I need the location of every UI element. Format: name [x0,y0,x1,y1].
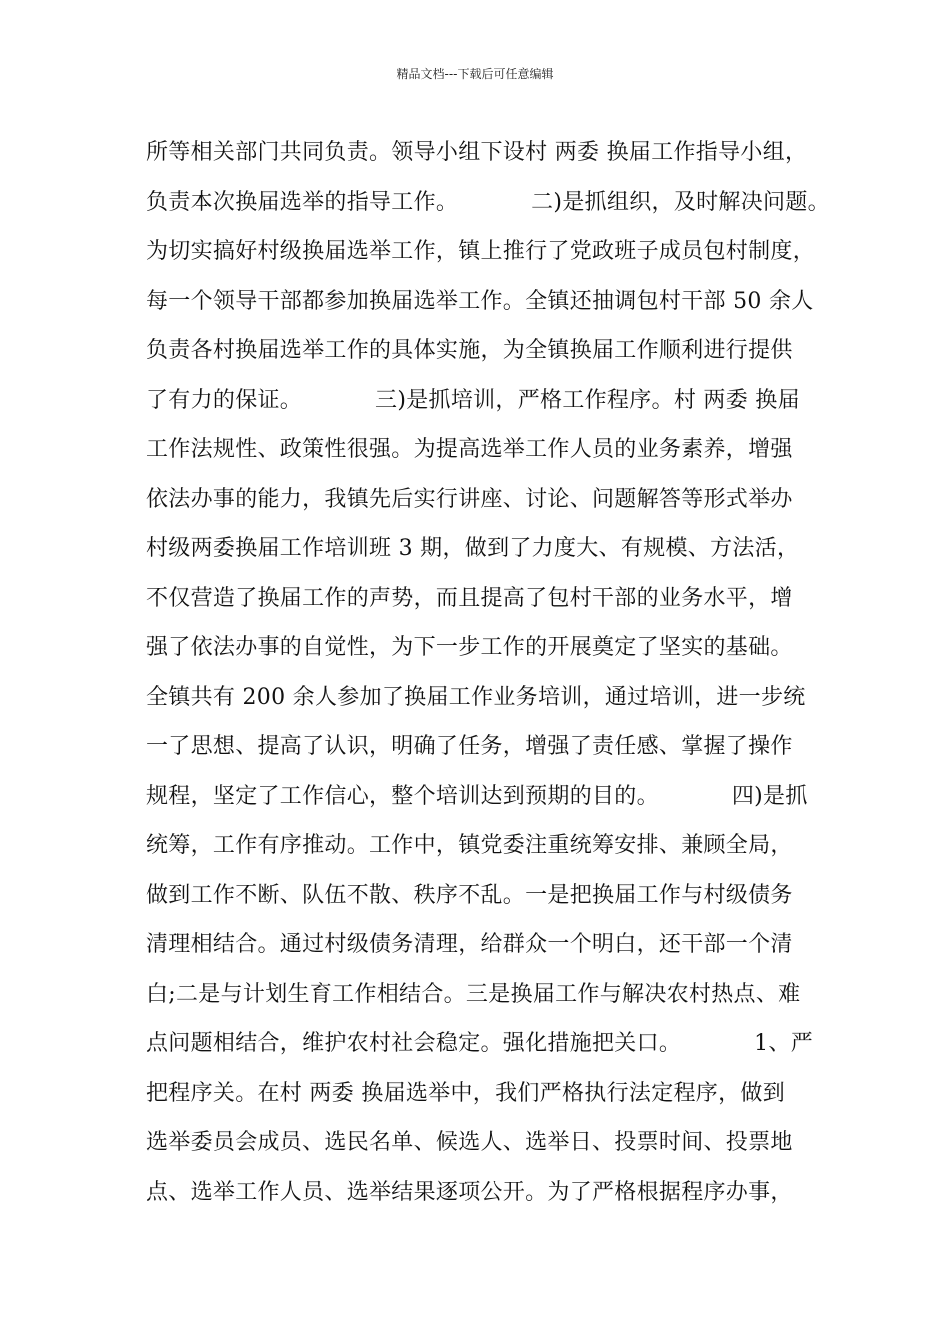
text-line: 白;二是与计划生育工作相结合。三是换届工作与解决农村热点、难 [146,981,801,1007]
text-line: 选举委员会成员、选民名单、候选人、选举日、投票时间、投票地 [146,1130,793,1155]
text-line: 工作法规性、政策性很强。为提高选举工作人员的业务素养，增强 [146,437,793,462]
text-line: 清理相结合。通过村级债务清理，给群众一个明白，还干部一个清 [146,932,793,957]
text-line: 了有力的保证。 三)是抓培训，严格工作程序。村 两委 换届 [146,387,800,413]
text-line: 强了依法办事的自觉性，为下一步工作的开展奠定了坚实的基础。 [146,635,793,660]
text-line: 不仅营造了换届工作的声势，而且提高了包村干部的业务水平，增 [146,585,793,611]
text-line: 依法办事的能力，我镇先后实行讲座、讨论、问题解答等形式举办 [146,486,793,512]
text-line: 每一个领导干部都参加换届选举工作。全镇还抽调包村干部 50 余人 [146,288,814,314]
text-line: 所等相关部门共同负责。领导小组下设村 两委 换届工作指导小组， [146,140,808,165]
text-line: 把程序关。在村 两委 换届选举中，我们严格执行法定程序，做到 [146,1080,785,1106]
text-line: 点、选举工作人员、选举结果逐项公开。为了严格根据程序办事， [146,1179,793,1205]
document-body [146,128,830,1217]
text-line: 规程，坚定了工作信心，整个培训达到预期的目的。 四)是抓 [146,783,808,809]
text-line: 负责本次换届选举的指导工作。 二)是抓组织，及时解决问题。 [146,189,830,215]
text-line: 一了思想、提高了认识，明确了任务，增强了责任感、掌握了操作 [146,734,793,759]
text-line: 负责各村换届选举工作的具体实施，为全镇换届工作顺利进行提供 [146,338,793,363]
page-header: 精品文档---下载后可任意编辑 [396,67,554,81]
text-line: 为切实搞好村级换届选举工作，镇上推行了党政班子成员包村制度， [146,239,816,264]
text-line: 村级两委换届工作培训班 3 期，做到了力度大、有规模、方法活， [146,536,800,561]
text-line: 全镇共有 200 余人参加了换届工作业务培训，通过培训，进一步统 [146,684,806,710]
text-line: 统筹，工作有序推动。工作中，镇党委注重统筹安排、兼顾全局， [146,833,793,858]
text-line: 做到工作不断、队伍不散、秩序不乱。一是把换届工作与村级债务 [146,882,793,908]
text-line: 点问题相结合，维护农村社会稳定。强化措施把关口。 1、严 [146,1031,814,1056]
